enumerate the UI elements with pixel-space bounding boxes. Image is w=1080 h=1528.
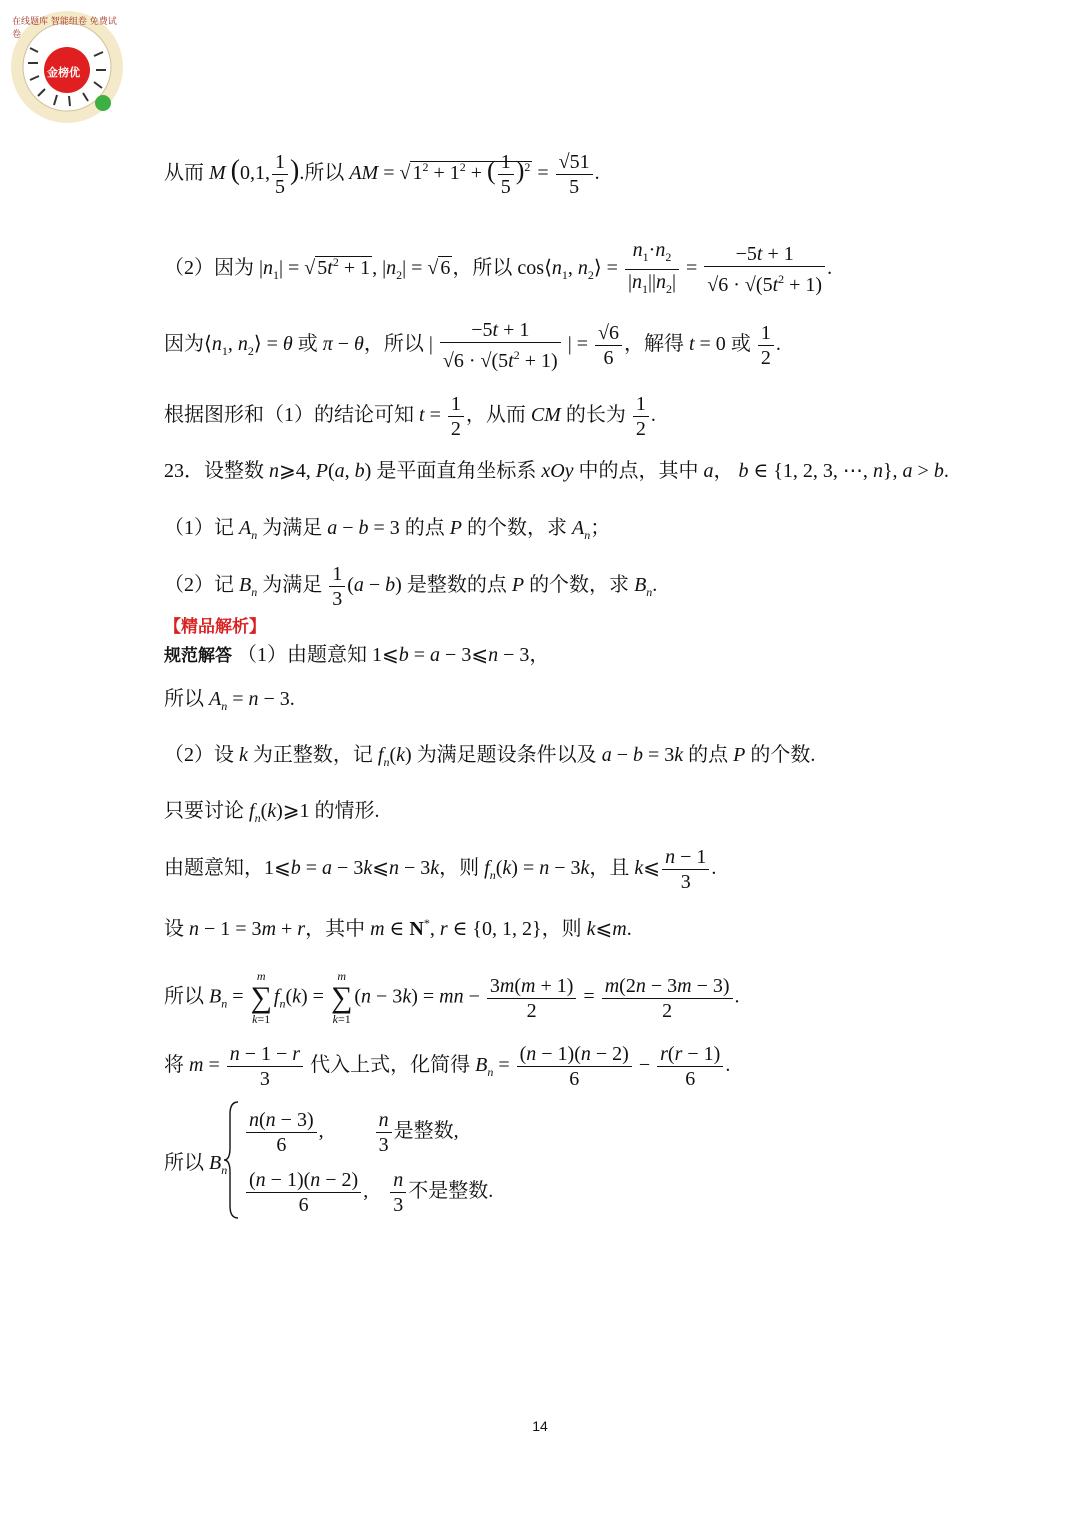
question-23: 23．设整数 n⩾4, P(a, b) 是平面直角坐标系 xOy 中的点，其中 a， b ∈ {1, 2, 3, ⋯, n}, a > b. <box>164 460 949 482</box>
solution-line-4: 只要讨论 $f_n(k)⩾1$ 的情形. <box>164 800 380 825</box>
logo-center-text: 金榜优 <box>47 66 80 79</box>
solution-line-1: 规范解答 （1）由题意知 1⩽b = a − 3⩽n − 3， <box>164 644 550 666</box>
solution-line-5: 由题意知，1⩽b = a − 3k⩽n − 3k，则 $f_n(k) = n - 3k$，且 k⩽ $\frac{n - 1}{3}$ . <box>164 846 717 893</box>
solution-line-8: 将 m = $\frac{n - 1 - r}{3}$ 代入上式，化简得 $B_n$ = $\frac{(n - 1)(n - 2)}{6}$ − $\frac{r(r - 1)}{6}$ . <box>164 1043 731 1090</box>
line-1: 从而 M (0,1, $\frac{1}{5}$ ).所以 AM = √ $1^2 + 1^2$ + ( $\frac{1}{5}$ )$^2$ = $\frac{√51}{5}$ . <box>164 151 600 198</box>
page-number: 14 <box>532 1418 548 1434</box>
question-23-part-2: （2）记 $B_n$ 为满足 $\frac{1}{3}$ (a − b) 是整数的点 P 的个数，求 $B_n$. <box>164 563 658 610</box>
case-2: $\frac{(n - 1)(n - 2)}{6}$ , $\frac{n}{3}$ 不是整数. <box>244 1168 493 1217</box>
line-4: 根据图形和（1）的结论可知 t = $\frac{1}{2}$ ，从而 CM 的长为 $\frac{1}{2}$ . <box>164 393 656 440</box>
solution-line-2: 所以 $A_n = n - 3$. <box>164 688 295 713</box>
solution-line-7: 所以 $B_n = m$ ∑ $k=1f_n(k) = m$ ∑ k=1(n − 3k) = mn − $\frac{3m(m + 1)}{2}$ = $\frac{m(2n - 3m - 3)}{2}$ . <box>164 969 740 1026</box>
logo-top-text: 在线题库 智能组卷 免费试卷 <box>12 17 117 40</box>
solution-heading: 【精品解析】 <box>164 617 266 637</box>
solution-line-9: 所以 $B_n$ <box>164 1152 228 1177</box>
line-2: （2）因为 $|n_1|$ = √ $5t^2 + 1$ , $|n_2|$ = √ 6 ，所以 $\cos⟨n_1$, $n_2⟩$ = $\frac{n_1\cdot n_2}{|n_1||n_2|}$ = $\frac{-5t + 1}{√6 \cdot √(5t^2 + 1)}$ . <box>164 239 833 296</box>
question-23-part-1: （1）记 $A_n$ 为满足 a − b = 3 的点 P 的个数，求 $A_n$； <box>164 517 611 542</box>
solution-line-6: 设 n − 1 = 3m + r，其中 m ∈ N*, r ∈ {0, 1, 2}，则 k⩽m. <box>164 916 632 940</box>
case-1: $\frac{n(n - 3)}{6}$ , $\frac{n}{3}$ 是整数, <box>244 1108 459 1157</box>
solution-line-3: （2）设 k 为正整数，记 $f_n(k)$ 为满足题设条件以及 a − b = 3k 的点 P 的个数. <box>164 744 816 769</box>
line-3: 因为$⟨n_1$, $n_2⟩ = \theta$ 或 π − θ，所以 | $\frac{-5t + 1}{√6 \cdot √(5t^2 + 1)}$ | = $\frac{√6}{6}$ ，解得 t = 0 或 $\frac{1}{2}$ . <box>164 319 781 372</box>
piecewise-brace <box>222 1100 242 1220</box>
